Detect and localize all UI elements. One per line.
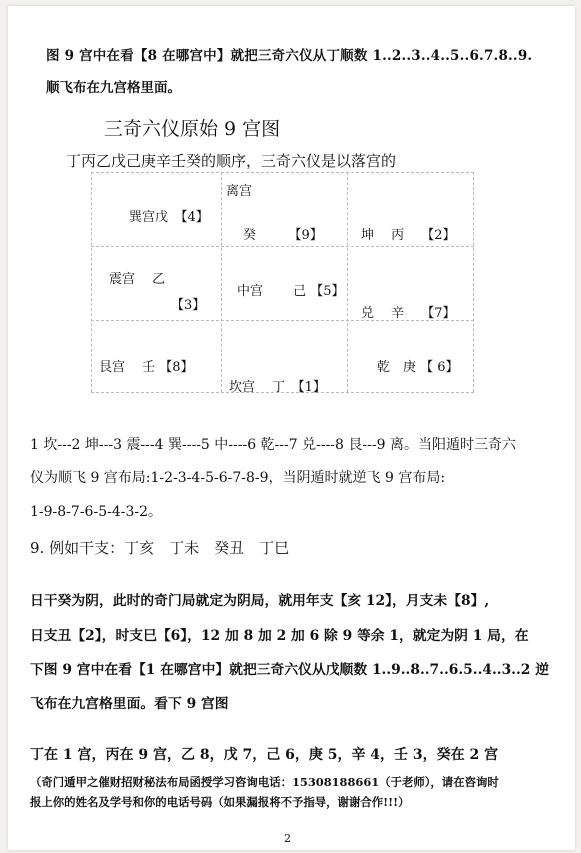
section-heading: 三奇六仪原始 9 宫图 (104, 118, 281, 140)
contact-line-2: 报上你的姓名及学号和你的电话号码（如果漏报将不予指导，谢谢合作!!!） (30, 795, 410, 809)
palace-kan: 坎宫 丁 【1】 (229, 380, 326, 395)
grid-line (347, 172, 348, 392)
palace-kun: 坤 丙 【2】 (361, 228, 456, 243)
document-page (8, 6, 575, 850)
palace-zhen-number: 【3】 (171, 298, 206, 313)
body-line-1: 1 坎---2 坤---3 震---4 巽----5 中----6 乾---7 兑----8 艮---9 离。当阳遁时三奇六 (30, 437, 516, 453)
order-sentence: 丁丙乙戊己庚辛壬癸的顺序，三奇六仪是以落宫的 (66, 152, 397, 170)
palace-li-title: 离宫 (226, 184, 253, 199)
nine-palace-grid (91, 172, 474, 395)
body-line-3: 1-9-8-7-6-5-4-3-2。 (30, 504, 163, 520)
grid-line (91, 172, 92, 392)
intro-line-1: 图 9 宫中在看【8 在哪宫中】就把三奇六仪从丁顺数 1..2..3..4..5..6.7.8..9. (46, 48, 533, 64)
body-line-7: 下图 9 宫中在看【1 在哪宫中】就把三奇六仪从戊顺数 1..9..8..7..6.5..4..3..2 逆 (30, 662, 549, 678)
page-number: 2 (284, 832, 291, 845)
grid-line (91, 172, 474, 173)
palace-center: 中宫 己 【5】 (237, 284, 345, 299)
body-line-6: 日支丑【2】，时支巳【6】，12 加 8 加 2 加 6 除 9 等余 1，就定为阴 1 局，在 (30, 628, 529, 644)
palace-dui: 兑 辛 【7】 (361, 306, 456, 321)
body-line-8: 飞布在九宫格里面。看下 9 宫图 (30, 696, 229, 712)
body-line-5: 日干癸为阴，此时的奇门局就定为阴局，就用年支【亥 12】，月支未【8】, (30, 593, 490, 609)
palace-xun: 巽宫戊 【4】 (129, 210, 209, 225)
grid-line (91, 246, 474, 247)
palace-li: 癸 【9】 (243, 228, 323, 243)
palace-qian: 乾 庚 【 6】 (377, 360, 459, 375)
intro-line-2: 顺飞布在九宫格里面。 (46, 80, 181, 96)
palace-zhen-name: 震宫 乙 (109, 272, 166, 287)
body-line-9: 丁在 1 宫，丙在 9 宫，乙 8，戊 7，己 6，庚 5，辛 4，壬 3，癸在 2 宫 (30, 747, 499, 763)
palace-gen: 艮宫 壬 【8】 (99, 360, 194, 375)
example-heading: 9. 例如干支：丁亥 丁未 癸丑 丁巳 (30, 539, 290, 557)
body-line-2: 仪为顺飞 9 宫布局:1-2-3-4-5-6-7-8-9，当阴遁时就逆飞 9 宫布局: (30, 470, 446, 486)
grid-line (473, 172, 474, 392)
grid-line (221, 172, 222, 392)
contact-line-1: （奇门遁甲之催财招财秘法布局函授学习咨询电话：15308188661（于老师），请在咨询时 (30, 775, 499, 789)
